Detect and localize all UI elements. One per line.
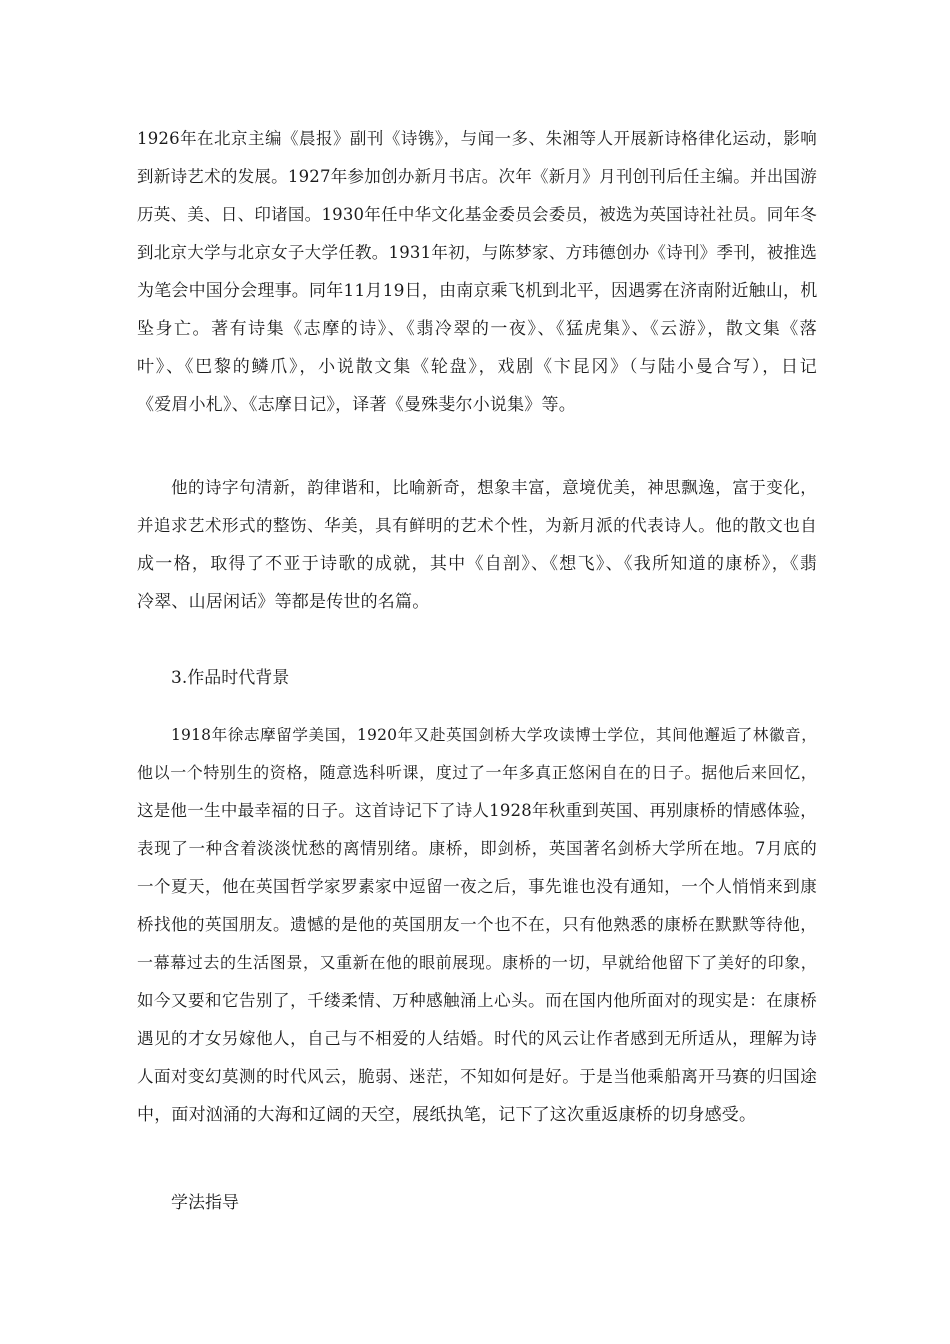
paragraph-biography bbox=[137, 120, 817, 424]
text-line: 表现了一种含着淡淡忧愁的离情别绪。康桥，即剑桥，英国著名剑桥大学所在地。7月底的 bbox=[137, 839, 817, 858]
paragraph-background bbox=[137, 716, 817, 1134]
text-line: 他以一个特别生的资格，随意选科听课，度过了一年多真正悠闲自在的日子。据他后来回忆， bbox=[137, 763, 817, 782]
text-line: 并追求艺术形式的整饬、华美，具有鲜明的艺术个性，为新月派的代表诗人。他的散文也自 bbox=[137, 516, 817, 535]
text-line: 历英、美、日、印诸国。1930年任中华文化基金委员会委员，被选为英国诗社社员。同年冬 bbox=[137, 205, 817, 224]
text-line: 到新诗艺术的发展。1927年参加创办新月书店。次年《新月》月刊创刊后任主编。并出国游 bbox=[137, 167, 817, 186]
text-line: 冷翠、山居闲话》等都是传世的名篇。 bbox=[137, 592, 430, 612]
text-line: 遇见的才女另嫁他人，自己与不相爱的人结婚。时代的风云让作者感到无所适从，理解为诗 bbox=[137, 1029, 817, 1048]
text-line: 一幕幕过去的生活图景，又重新在他的眼前展现。康桥的一切，早就给他留下了美好的印象， bbox=[137, 953, 817, 972]
section-heading-study bbox=[137, 1184, 817, 1222]
text-line: 一个夏天，他在英国哲学家罗素家中逗留一夜之后，事先谁也没有通知，一个人悄悄来到康 bbox=[137, 877, 817, 896]
text-line: 人面对变幻莫测的时代风云，脆弱、迷茫，不知如何是好。于是当他乘船离开马赛的归国途 bbox=[137, 1067, 817, 1086]
text-line: 坠身亡。著有诗集《志摩的诗》、《翡冷翠的一夜》、《猛虎集》、《云游》，散文集《落 bbox=[137, 319, 817, 339]
heading-text: 学法指导 bbox=[171, 1193, 239, 1213]
text-line: 中，面对汹涌的大海和辽阔的天空，展纸执笔，记下了这次重返康桥的切身感受。 bbox=[137, 1105, 757, 1125]
heading-text: 3.作品时代背景 bbox=[171, 668, 290, 688]
paragraph-style bbox=[137, 469, 817, 621]
text-line: 这是他一生中最幸福的日子。这首诗记下了诗人1928年秋重到英国、再别康桥的情感体验， bbox=[137, 801, 817, 820]
text-line: 桥找他的英国朋友。遗憾的是他的英国朋友一个也不在，只有他熟悉的康桥在默默等待他， bbox=[137, 915, 817, 934]
text-line: 成一格，取得了不亚于诗歌的成就，其中《自剖》、《想飞》、《我所知道的康桥》，《翡 bbox=[137, 554, 817, 574]
text-line: 到北京大学与北京女子大学任教。1931年初，与陈梦家、方玮德创办《诗刊》季刊，被推选 bbox=[137, 243, 817, 262]
text-line: 他的诗字句清新，韵律谐和，比喻新奇，想象丰富，意境优美，神思飘逸，富于变化， bbox=[171, 478, 817, 497]
text-line: 为笔会中国分会理事。同年11月19日，由南京乘飞机到北平，因遇雾在济南附近触山，机 bbox=[137, 281, 818, 301]
text-line: 如今又要和它告别了，千缕柔情、万种感触涌上心头。而在国内他所面对的现实是：在康桥 bbox=[137, 991, 817, 1010]
text-line: 叶》、《巴黎的鳞爪》，小说散文集《轮盘》，戏剧《卞昆冈》（与陆小曼合写），日记 bbox=[137, 357, 817, 377]
text-line: 1918年徐志摩留学美国，1920年又赴英国剑桥大学攻读博士学位，其间他邂逅了林徽音， bbox=[171, 726, 817, 744]
text-line: 《爱眉小札》、《志摩日记》，译著《曼殊斐尔小说集》等。 bbox=[137, 395, 576, 415]
text-line: 1926年在北京主编《晨报》副刊《诗镌》，与闻一多、朱湘等人开展新诗格律化运动，影响 bbox=[137, 129, 817, 148]
section-heading-background bbox=[137, 659, 817, 697]
